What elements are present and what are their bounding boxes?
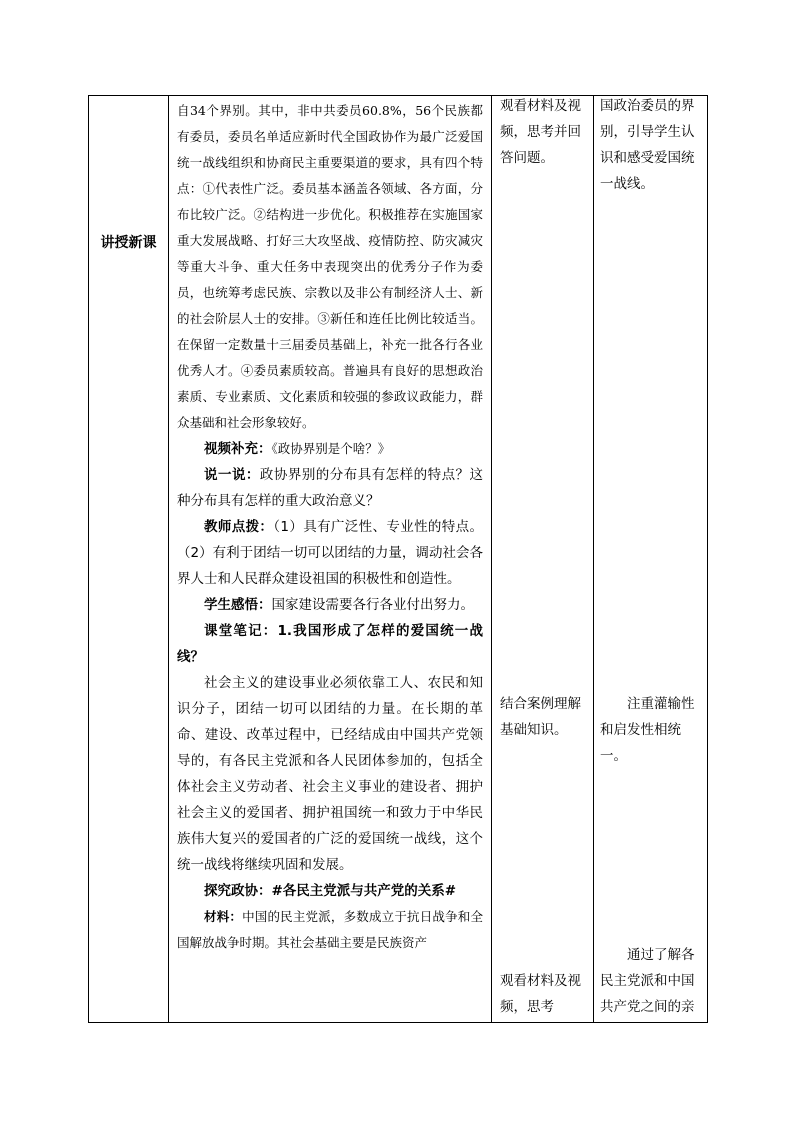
student-activity-2: 结合案例理解基础知识。 (500, 696, 581, 738)
design-intent-1: 国政治委员的界别，引导学生认识和感受爱国统一战线。 (600, 98, 695, 192)
material-label: 材料： (204, 909, 243, 924)
notes-question: 1.我国形成了怎样的爱国统一战线？ (177, 623, 483, 665)
material-text: 中国的民主党派，多数成立于抗日战争和全国解放战争时期。其社会基础主要是民族资产 (177, 909, 483, 950)
student-insight (177, 592, 483, 618)
say-text: 政协界别的分布具有怎样的特点？这种分布具有怎样的重大政治意义？ (177, 467, 484, 509)
committee-features-paragraph: 自34个界别。其中，非中共委员60.8%，56个民族都有委员，委员名单适应新时代全国政协作为最广泛爱国统一战线组织和协商民主重要渠道的要求，具有四个特点：①代表性广泛。委员基本涵盖各领域、各方面，分布比较广泛。②结构进一步优化。积极推荐在实施国家重大发展战略、打好三大攻坚战、疫情防控、防灾减灾等重大斗争、重大任务中表现突出的优秀分子作为委员，也统筹考虑民族、宗教以及非公有制经济人士、新的社会阶层人士的安排。③新任和连任比例比较适当。在保留一定数量十三届委员基础上，补充一批各行各业优秀人才。④委员素质较高。普遍具有良好的思想政治素质、专业素质、文化素质和较强的参政议政能力，群众基础和社会形象较好。 (177, 103, 483, 430)
video-label: 视频补充： (204, 441, 272, 457)
design-intent-column (594, 96, 708, 1022)
design-intent-3: 通过了解各民主党派和中国共产党之间的亲 (600, 947, 695, 1015)
student-label: 学生感悟： (204, 597, 272, 613)
class-notes (177, 618, 483, 670)
stage-column (89, 96, 168, 1022)
stage-label: 讲授新课 (100, 235, 157, 251)
say-prompt (177, 462, 483, 514)
teacher-label: 教师点拨： (204, 519, 274, 535)
teacher-guidance (177, 514, 483, 592)
design-intent-2: 注重灌输性和启发性相统一。 (600, 696, 695, 764)
explore-label: 探究政协： (204, 883, 272, 899)
video-title: 《政协界别是个啥？》 (271, 441, 391, 456)
explore-heading (177, 878, 483, 904)
notes-label: 课堂笔记： (204, 623, 278, 639)
student-activity-1: 观看材料及视频，思考并回答问题。 (500, 98, 581, 166)
explore-topic: #各民主党派与共产党的关系# (271, 883, 457, 899)
lesson-table (88, 95, 708, 1023)
teacher-activity-column (169, 96, 491, 1022)
material-paragraph (177, 904, 483, 956)
student-text: 国家建设需要各行各业付出努力。 (271, 597, 474, 613)
teacher-text: （1）具有广泛性、专业性的特点。（2）有利于团结一切可以团结的力量，调动社会各界人士和人民群众建设祖国的积极性和创造性。 (177, 519, 484, 587)
video-supplement (177, 436, 483, 462)
say-label: 说一说： (204, 467, 260, 483)
united-front-paragraph: 社会主义的建设事业必须依靠工人、农民和知识分子，团结一切可以团结的力量。在长期的革命、建设、改革过程中，已经结成由中国共产党领导的，有各民主党派和各人民团体参加的，包括全体社会主义劳动者、社会主义事业的建设者、拥护社会主义的爱国者、拥护祖国统一和致力于中华民族伟大复兴的爱国者的广泛的爱国统一战线，这个统一战线将继续巩固和发展。 (177, 675, 483, 873)
student-activity-column (492, 96, 593, 1022)
student-activity-3: 观看材料及视频，思考 (500, 973, 581, 1015)
